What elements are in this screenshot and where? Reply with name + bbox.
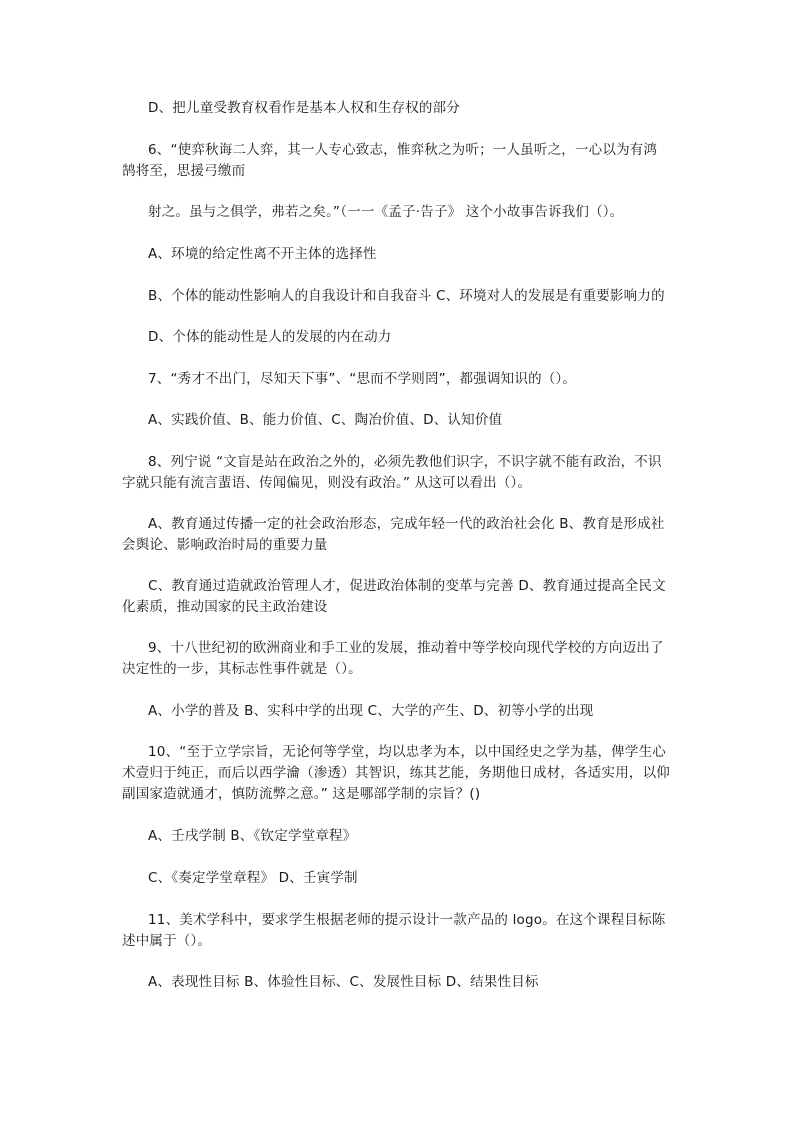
option-a-q6: A、环境的给定性离不开主体的选择性: [148, 246, 377, 262]
option-d-q5: D、把儿童受教育权看作是基本人权和生存权的部分: [148, 100, 460, 116]
options-c-d-q10: C、《奏定学堂章程》 D、壬寅学制: [148, 870, 358, 886]
question-8: 8、列宁说 “文盲是站在政治之外的，必须先教他们识字，不识字就不能有政治，不识字就只能有流言蜚语、传闻偏见，则没有政治。” 从这可以看出（）。: [122, 454, 662, 491]
option-b-c-q6: B、个体的能动性影响人的自我设计和自我奋斗 C、环境对人的发展是有重要影响力的: [148, 288, 665, 304]
question-6: 6、“使弈秋诲二人弈，其一人专心致志，惟弈秋之为听；一人虽听之，一心以为有鸿鹄将至，思援弓缴而: [122, 142, 658, 179]
option-d-q6: D、个体的能动性是人的发展的内在动力: [148, 329, 392, 345]
options-c-d-q8: C、教育通过造就政治管理人才，促进政治体制的变革与完善 D、教育通过提高全民文化素质，推动国家的民主政治建设: [122, 578, 666, 615]
question-9: 9、十八世纪初的欧洲商业和手工业的发展，推动着中等学校向现代学校的方向迈出了决定性的一步，其标志性事件就是（）。: [122, 640, 664, 677]
options-q9: A、小学的普及 B、实科中学的出现 C、大学的产生、D、初等小学的出现: [148, 703, 594, 719]
options-a-b-q10: A、壬戌学制 B、《钦定学堂章程》: [148, 828, 357, 844]
question-11: 11、美术学科中，要求学生根据老师的提示设计一款产品的 logo。在这个课程目标陈述中属于（）。: [122, 912, 666, 949]
question-10: 10、“至于立学宗旨，无论何等学堂，均以忠孝为本，以中国经史之学为基，俾学生心术壹归于纯正，而后以西学瀹（渗透）其智识，练其艺能，务期他日成材，各适实用，以仰副国家造就通才，慎防流弊之意。” 这是哪部学制的宗旨？(): [122, 744, 670, 802]
options-a-b-q8: A、教育通过传播一定的社会政治形态，完成年轻一代的政治社会化 B、教育是形成社会舆论、影响政治时局的重要力量: [122, 516, 665, 553]
options-q7: A、实践价值、B、能力价值、C、陶冶价值、D、认知价值: [148, 412, 503, 428]
question-6-continued: 射之。虽与之俱学，弗若之矣。”（一一《孟子·告子》 这个小故事告诉我们（）。: [148, 204, 624, 220]
options-q11: A、表现性目标 B、体验性目标、C、发展性目标 D、结果性目标: [148, 974, 539, 990]
question-7: 7、“秀才不出门，尽知天下事”、“思而不学则罔”，都强调知识的（）。: [148, 371, 577, 387]
